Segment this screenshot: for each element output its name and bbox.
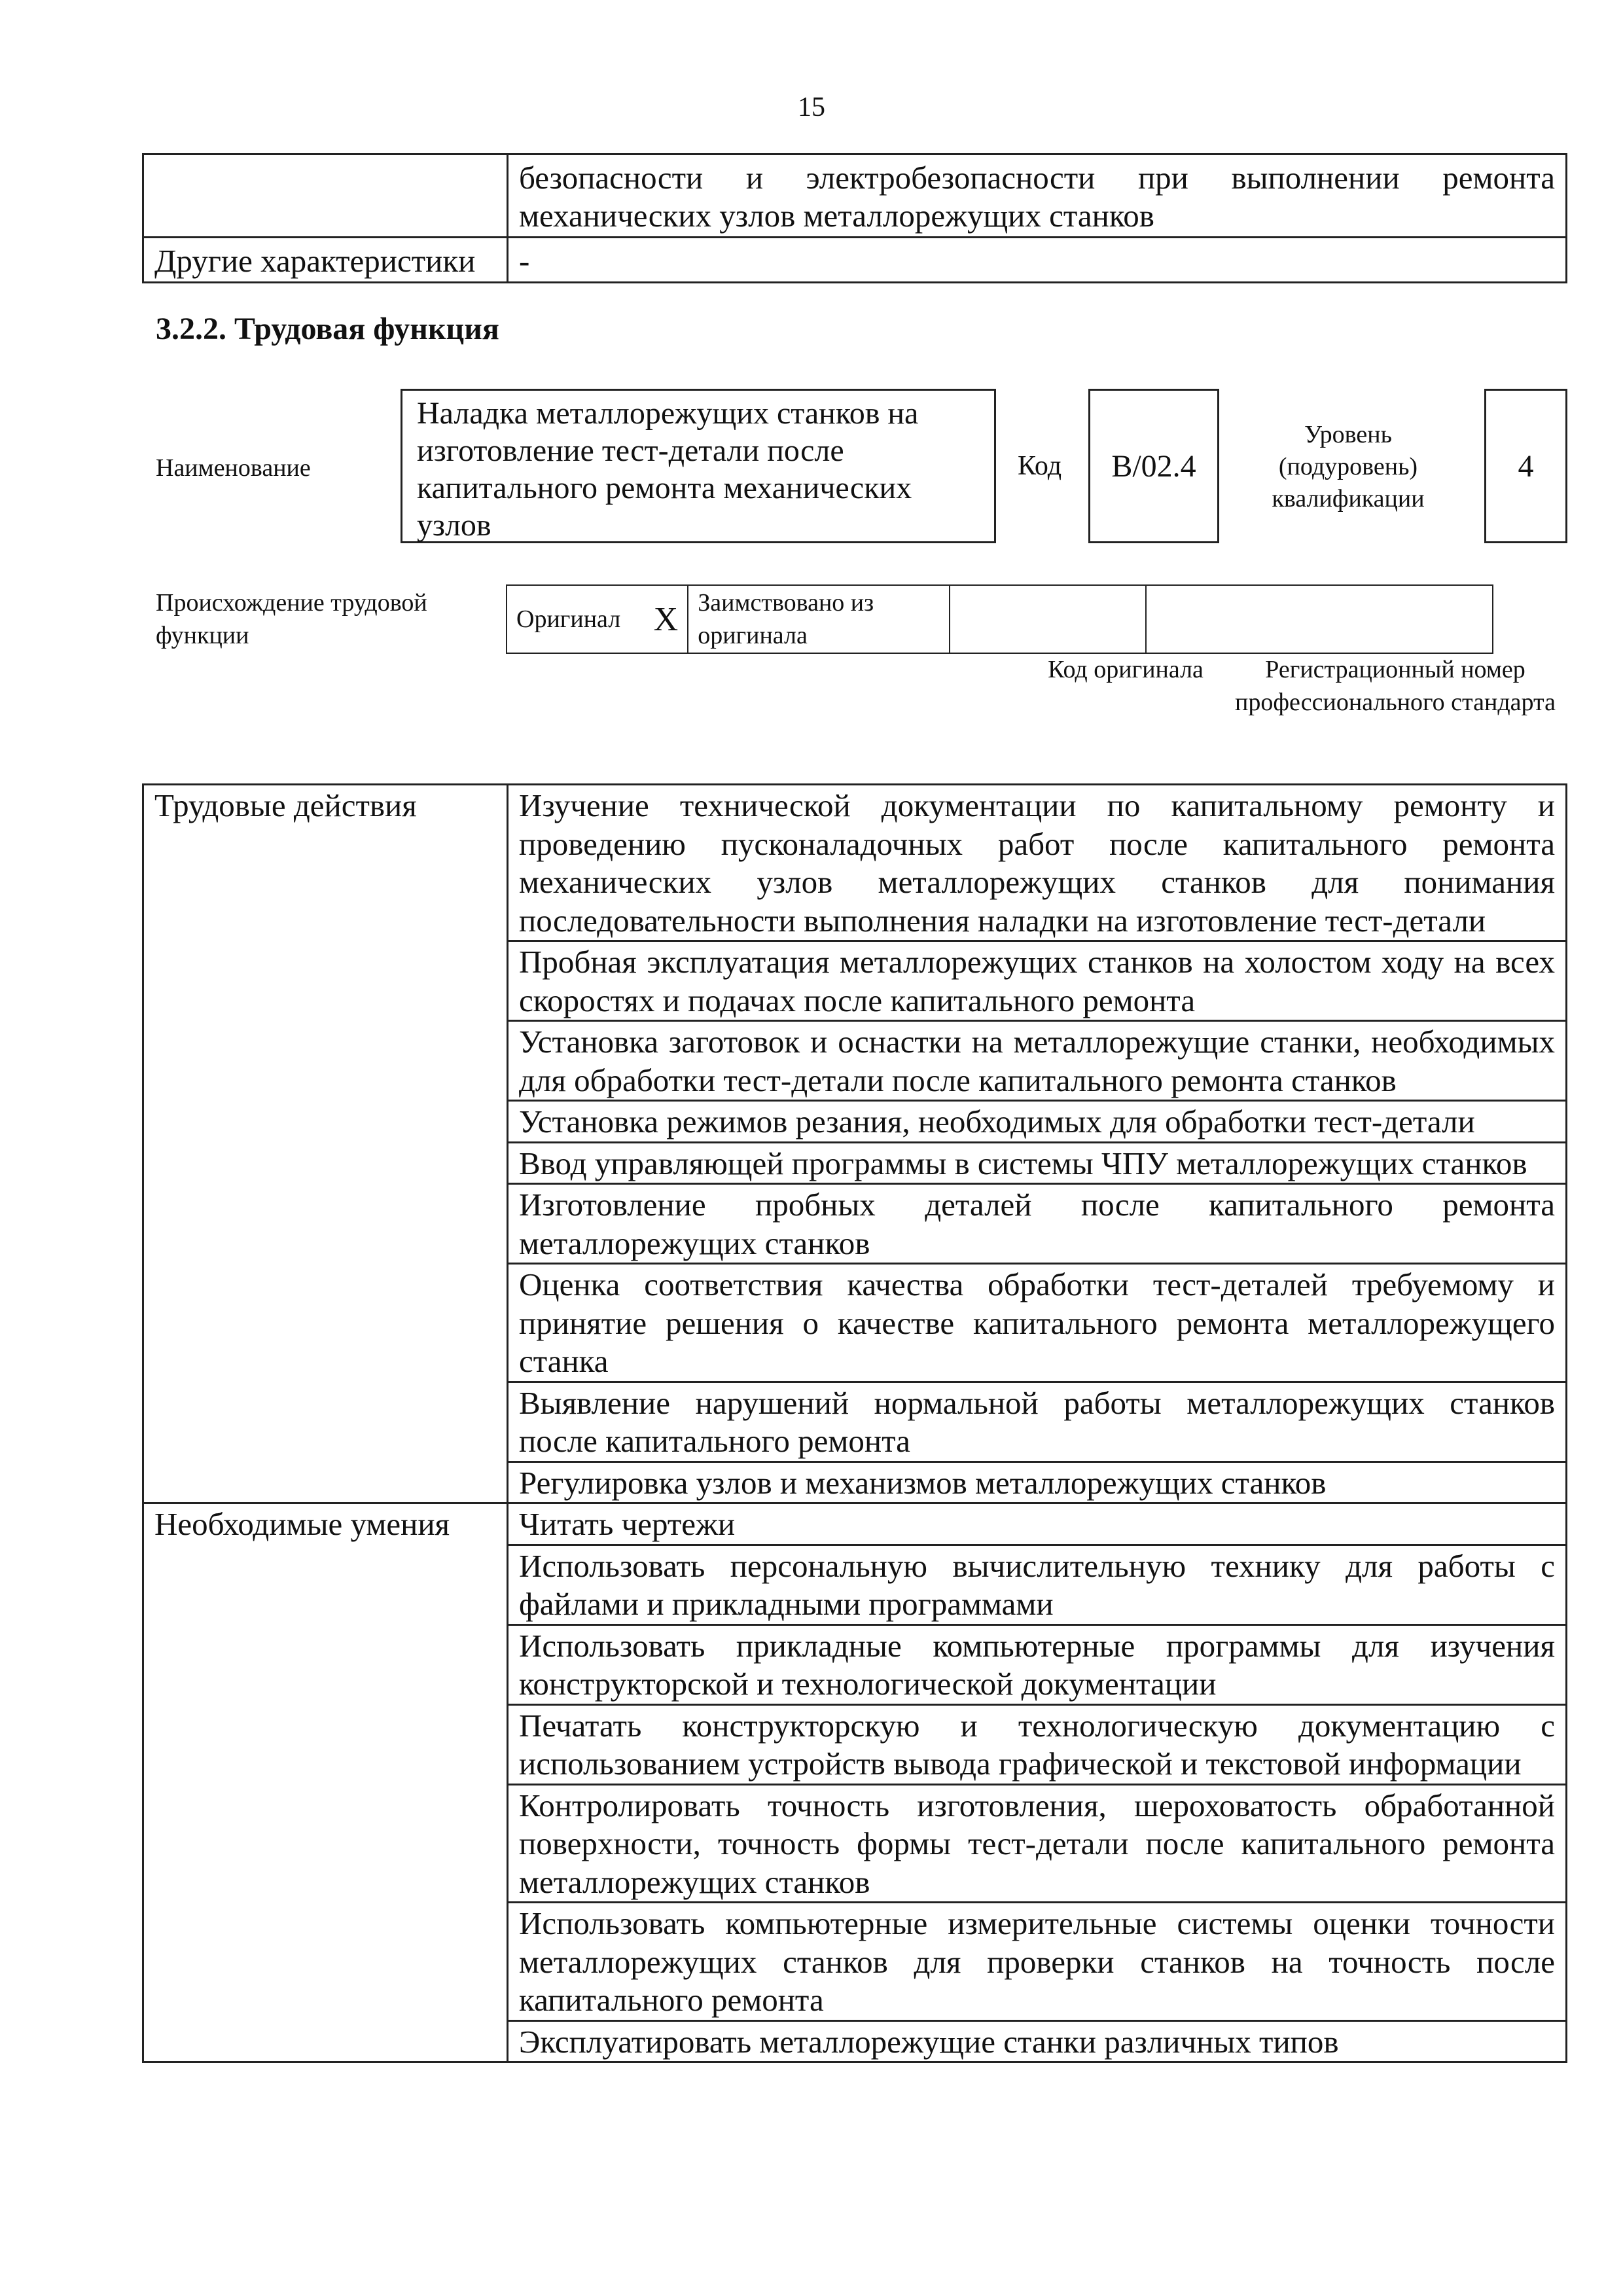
continuation-text: безопасности и электробезопасности при выполнении ремонта механических узлов металлорежущих станков — [508, 154, 1567, 238]
continuation-table — [142, 153, 1567, 283]
name-label: Наименование — [156, 454, 311, 482]
other-characteristics-value: - — [508, 238, 1567, 283]
required-skill-item: Печатать конструкторскую и технологическую документацию с использованием устройств вывода графической и текстовой информации — [508, 1704, 1567, 1784]
labor-action-item: Установка заготовок и оснастки на металлорежущие станки, необходимых для обработки тест-детали после капитального ремонта станков — [508, 1021, 1567, 1101]
required-skill-item: Читать чертежи — [508, 1503, 1567, 1545]
original-code-caption: Код оригинала — [1048, 656, 1204, 683]
original-label: Оригинал — [507, 585, 630, 653]
name-value: Наладка металлорежущих станков на изготовление тест-детали после капитального ремонта механических узлов — [401, 389, 996, 543]
labor-action-item: Выявление нарушений нормальной работы металлорежущих станков после капитального ремонта — [508, 1382, 1567, 1462]
function-details-table — [142, 783, 1567, 2063]
empty-cell — [143, 154, 508, 238]
origin-table — [506, 584, 1493, 654]
required-skill-item: Использовать персональную вычислительную технику для работы с файлами и прикладными программами — [508, 1545, 1567, 1624]
labor-action-item: Изучение технической документации по капитальному ремонту и проведению пусконаладочных работ после капитального ремонта механических узлов металлорежущих станков для понимания последовательности выполнения наладки на изготовление тест-детали — [508, 785, 1567, 941]
labor-action-item: Пробная эксплуатация металлорежущих станков на холостом ходу на всех скоростях и подачах после капитального ремонта — [508, 941, 1567, 1021]
section-title: 3.2.2. Трудовая функция — [156, 312, 499, 346]
table-row — [143, 1503, 1567, 1545]
other-characteristics-label: Другие характеристики — [143, 238, 508, 283]
required-skill-group-label: Необходимые умения — [143, 1503, 508, 2062]
table-row — [143, 154, 1567, 238]
table-row — [143, 238, 1567, 283]
original-mark: X — [630, 585, 688, 653]
code-value: B/02.4 — [1088, 389, 1219, 543]
origin-label: Происхождение трудовой функции — [156, 589, 427, 649]
required-skill-item: Использовать прикладные компьютерные программы для изучения конструкторской и технологической документации — [508, 1624, 1567, 1704]
code-label: Код — [1018, 451, 1062, 481]
table-row — [143, 785, 1567, 941]
original-code-cell — [950, 585, 1146, 653]
labor-action-item: Оценка соответствия качества обработки тест-деталей требуемому и принятие решения о качестве капитального ремонта металлорежущего станка — [508, 1264, 1567, 1382]
required-skill-item: Использовать компьютерные измерительные системы оценки точности металлорежущих станков для проверки станков на точность после капитального ремонта — [508, 1903, 1567, 2021]
level-value: 4 — [1484, 389, 1567, 543]
labor-action-item: Изготовление пробных деталей после капитального ремонта металлорежущих станков — [508, 1184, 1567, 1264]
registration-number-caption: Регистрационный номер профессионального стандарта — [1235, 656, 1556, 716]
page-number: 15 — [798, 92, 825, 122]
labor-action-item: Регулировка узлов и механизмов металлорежущих станков — [508, 1462, 1567, 1503]
required-skill-item: Эксплуатировать металлорежущие станки различных типов — [508, 2020, 1567, 2062]
level-label: Уровень (подуровень) квалификации — [1272, 421, 1425, 512]
labor-action-item: Установка режимов резания, необходимых для обработки тест-детали — [508, 1101, 1567, 1143]
registration-number-cell — [1146, 585, 1493, 653]
required-skill-item: Контролировать точность изготовления, шероховатость обработанной поверхности, точность формы тест-детали после капитального ремонта металлорежущих станков — [508, 1784, 1567, 1903]
table-row — [507, 585, 1493, 653]
borrowed-label: Заимствовано из оригинала — [688, 585, 950, 653]
labor-action-item: Ввод управляющей программы в системы ЧПУ металлорежущих станков — [508, 1142, 1567, 1184]
labor-action-group-label: Трудовые действия — [143, 785, 508, 1503]
